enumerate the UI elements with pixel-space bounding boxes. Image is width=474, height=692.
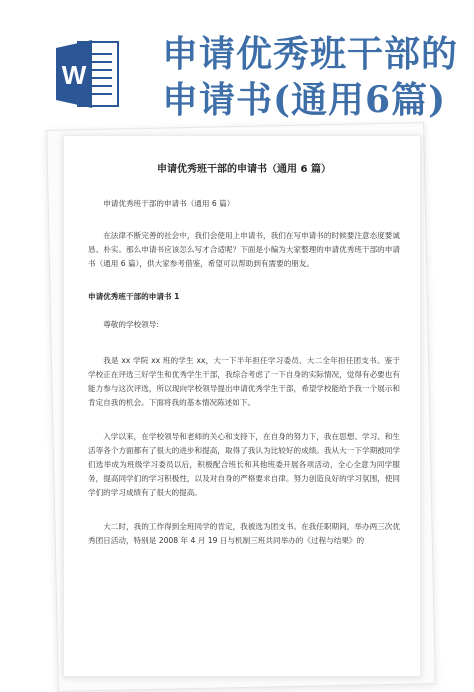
banner bbox=[0, 0, 474, 130]
banner-title-line-2: 申请书(通用6篇) bbox=[162, 79, 447, 121]
body-paragraph: 大二时，我的工作得到全班同学的肯定，我被选为团支书。在我任职期间，举办两三次优秀团日活动，特别是 2008 年 4 月 19 日与机制三班共同举办的《过程与结果》的 bbox=[88, 522, 400, 545]
banner-title-line-1: 申请优秀班干部的 bbox=[162, 33, 459, 75]
body-paragraph: 我是 xx 学院 xx 班的学生 xx，大一下半年担任学习委员、大二全年担任团支书。鉴于学校正在评选三好学生和优秀学生干部，我综合考虑了一下自身的实际情况，觉得有必要也有能力参与这次评选，所以现向学校领导提出申请优秀学生干部，希望学校能给予我一个展示和肯定自我的机会。下面将我的基本情况陈述如下。 bbox=[88, 356, 400, 407]
document-content bbox=[88, 156, 400, 561]
word-document-icon bbox=[56, 36, 120, 112]
greeting: 尊敬的学校领导: bbox=[103, 320, 159, 329]
document-subtitle: 申请优秀班干部的申请书（通用 6 篇） bbox=[103, 199, 235, 208]
section-title: 申请优秀班干部的申请书 1 bbox=[88, 292, 180, 301]
document-title: 申请优秀班干部的申请书（通用 6 篇） bbox=[157, 164, 331, 175]
intro-paragraph: 在法律不断完善的社会中，我们会使用上申请书，我们在写申请书的时候要注意态度要诚恳、朴实。那么申请书应该怎么写才合适呢？下面是小编为大家整理的申请优秀班干部的申请书（通用 6 篇），供大家参考借鉴，希望可以帮助到有需要的朋友。 bbox=[88, 231, 400, 268]
word-icon-letter: W bbox=[61, 60, 87, 90]
document-page bbox=[63, 135, 421, 677]
body-paragraph: 入学以来，在学校领导和老师的关心和支持下，在自身的努力下，我在思想、学习、和生活等各个方面都有了很大的进步和提高，取得了我认为比较好的成绩。我从大一下学期被同学们选举成为班级学习委员以后，积极配合班长和其他班委开展各项活动，全心全意为同学服务，提高同学们的学习积极性，以及对自身的严格要求自律。努力创造良好的学习氛围，使同学们的学习成绩有了很大的提高。 bbox=[88, 432, 400, 497]
